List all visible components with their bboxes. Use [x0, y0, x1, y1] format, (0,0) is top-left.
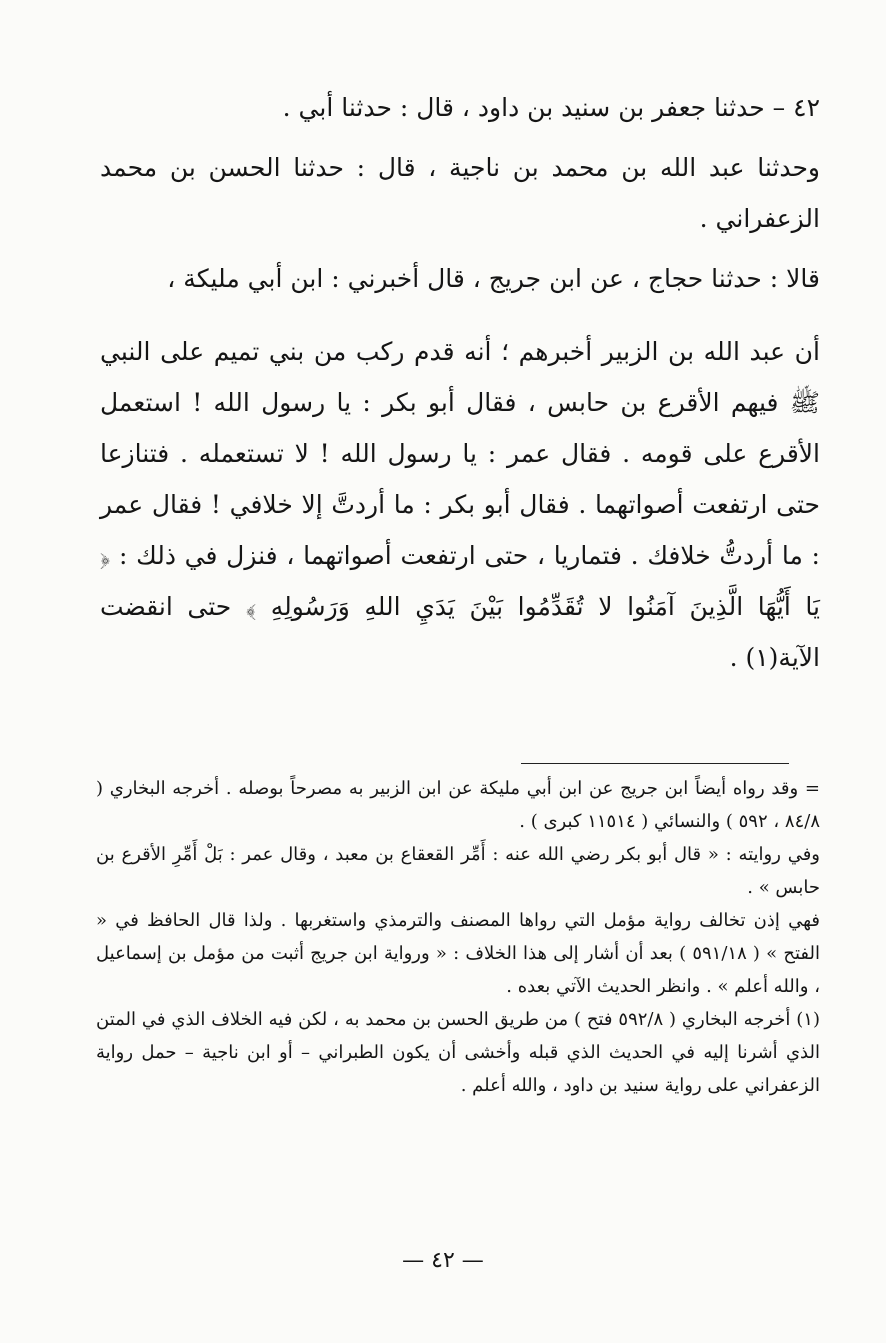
footnote-1: (١) أخرجه البخاري ( ٥٩٢/٨ فتح ) من طريق الحسن بن محمد به ، لكن فيه الخلاف الذي في المتن الذي أشرنا إليه في الحديث الذي قبله وأخشى أن يكون الطبراني – أو ابن ناجية – حمل رواية الزعفراني على رواية سنيد بن داود ، والله أعلم . [96, 1009, 820, 1096]
footnote-fath: فهي إذن تخالف رواية مؤمل التي رواها المصنف والترمذي واستغربها . ولذا قال الحافظ في « الفتح » ( ٥٩١/١٨ ) بعد أن أشار إلى هذا الخلاف : « ورواية ابن جريج أثبت من مؤمل بن إسماعيل ، والله أعلم » . وانظر الحديث الآتي بعده . [96, 910, 821, 997]
main-text [100, 82, 820, 683]
hadith-number-line: ٤٢ – حدثنا جعفر بن سنيد بن داود ، قال : حدثنا أبي . [282, 93, 820, 122]
footnote-separator [521, 763, 789, 764]
footnotes [96, 772, 820, 1102]
page-number: — ٤٢ — [402, 1248, 484, 1273]
footnote-riwaya: وفي روايته : « قال أبو بكر رضي الله عنه : أَمِّر القعقاع بن معبد ، وقال عمر : بَلْ أَمِّرِ الأقرع بن حابس » . [96, 844, 820, 898]
isnad-line-2: وحدثنا عبد الله بن محمد بن ناجية ، قال : حدثنا الحسن بن محمد الزعفراني . [100, 153, 820, 233]
footnote-continued: = وقد رواه أيضاً ابن جريج عن ابن أبي مليكة عن ابن الزبير به مصرحاً بوصله . أخرجه البخاري ( ٨٤/٨ ، ٥٩٢ ) والنسائي ( ١١٥١٤ كبرى ) . [96, 778, 820, 832]
hadith-matn: أن عبد الله بن الزبير أخبرهم ؛ أنه قدم ركب من بني تميم على النبي ﷺ فيهم الأقرع بن حابس ، فقال أبو بكر : يا رسول الله ! استعمل الأقرع على قومه . فقال عمر : يا رسول الله ! لا تستعمله . فتنازعا حتى ارتفعت أصواتهما . فقال أبو بكر : ما أردتَّ إلا خلافي ! فقال عمر : ما أردتُّ خلافك . فتماريا ، حتى ارتفعت أصواتهما ، فنزل في ذلك : ﴿ يَا أَيُّهَا الَّذِينَ آمَنُوا لا تُقَدِّمُوا بَيْنَ يَدَيِ اللهِ وَرَسُولِهِ ﴾ حتى انقضت الآية(١) . [100, 337, 820, 672]
isnad-line-3: قالا : حدثنا حجاج ، عن ابن جريج ، قال أخبرني : ابن أبي مليكة ، [167, 264, 820, 293]
